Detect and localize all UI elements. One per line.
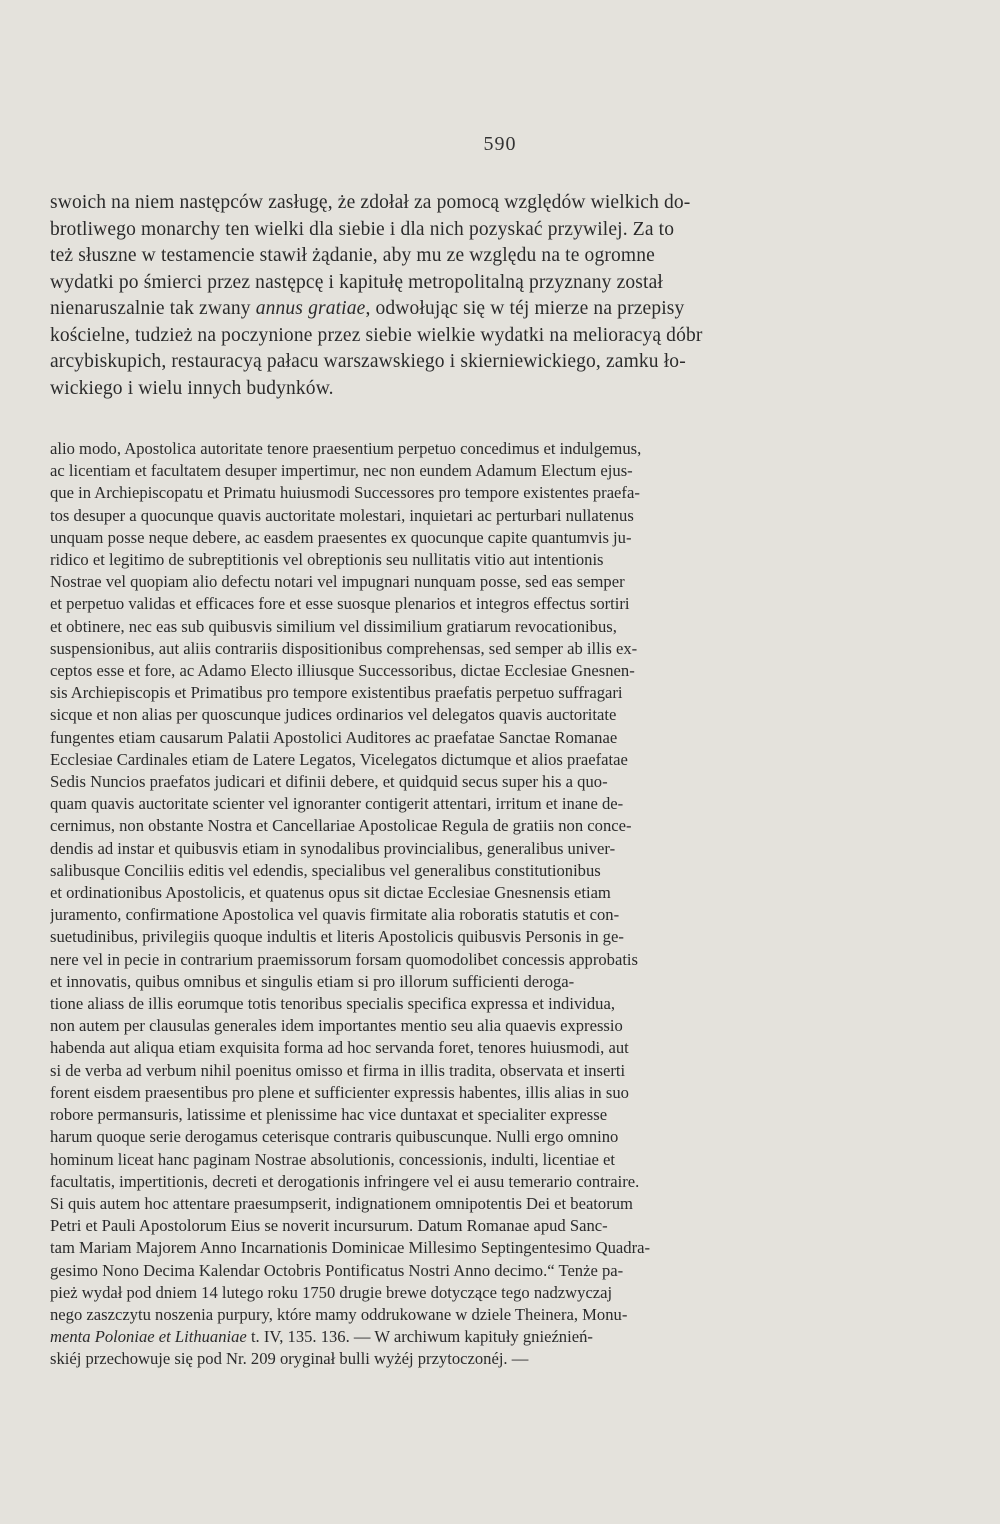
latin-line: skiéj przechowuje się pod Nr. 209 oryginał bulli wyżéj przytoczonéj. —	[50, 1349, 529, 1369]
latin-line: nere vel in pecie in contrarium praemissorum forsam quomodolibet concessis approbatis	[50, 949, 638, 969]
polish-line: swoich na niem następców zasługę, że zdołał za pomocą względów wielkich do-	[50, 192, 691, 213]
latin-line: suetudinibus, privilegiis quoque indultis et literis Apostolicis quibusvis Personis in ge-	[50, 927, 624, 947]
latin-line: alio modo, Apostolica autoritate tenore praesentium perpetuo concedimus et indulgemus,	[50, 439, 642, 458]
latin-line: habenda aut aliqua etiam exquisita forma ad hoc servanda foret, tenores huiusmodi, aut	[50, 1038, 629, 1058]
line-text: , odwołując się w téj mierze na przepisy	[365, 298, 685, 319]
latin-line: nego zaszczytu noszenia purpury, które mamy oddrukowane w dziele Theinera, Monu-	[50, 1304, 628, 1324]
latin-line: sis Archiepiscopis et Primatibus pro tempore existentibus praefatis perpetuo suffragari	[50, 683, 623, 703]
latin-line: gesimo Nono Decima Kalendar Octobris Pontificatus Nostri Anno decimo.“ Tenże pa-	[50, 1260, 624, 1280]
latin-line: facultatis, impertitionis, decreti et derogationis infringere vel ei ausu temerario contraire.	[50, 1171, 640, 1191]
polish-line	[50, 296, 870, 323]
latin-paragraph	[50, 438, 870, 1371]
latin-line: quam quavis auctoritate scienter vel ignoranter contigerit attentari, irritum et inane de-	[50, 794, 624, 814]
latin-line: ridico et legitimo de subreptitionis vel obreptionis seu nullitatis vitio aut intentionis	[50, 550, 604, 570]
latin-line: juramento, confirmatione Apostolica vel quavis firmitate alia roboratis statutis et con-	[50, 905, 620, 925]
latin-line: Petri et Pauli Apostolorum Eius se noverit incursurum. Datum Romanae apud Sanc-	[50, 1216, 608, 1236]
latin-line: salibusque Conciliis editis vel edendis, specialibus vel generalibus constitutionibus	[50, 860, 601, 880]
latin-line: et obtinere, nec eas sub quibusvis similium vel dissimilium gratiarum revocationibus,	[50, 616, 617, 636]
polish-paragraph	[50, 190, 870, 402]
polish-line: kościelne, tudzież na poczynione przez siebie wielkie wydatki na melioracyą dóbr	[50, 324, 703, 346]
polish-line: wickiego i wielu innych budynków.	[50, 377, 334, 399]
latin-line: tam Mariam Majorem Anno Incarnationis Dominicae Millesimo Septingentesimo Quadra-	[50, 1238, 650, 1258]
polish-line: wydatki po śmierci przez następcę i kapitułę metropolitalną przyznany został	[50, 271, 663, 293]
line-text: t. IV, 135. 136. — W archiwum kapituły gnieźnień-	[246, 1327, 593, 1347]
latin-line: et innovatis, quibus omnibus et singulis etiam si pro illorum sufficienti deroga-	[50, 971, 575, 991]
latin-line: Sedis Nuncios praefatos judicari et difinii debere, et quidquid secus super his a quo-	[50, 772, 608, 792]
latin-line: ac licentiam et facultatem desuper impertimur, nec non eundem Adamum Electum ejus-	[50, 461, 633, 481]
latin-line: suspensionibus, aut aliis contrariis dispositionibus comprehensas, sed semper ab illis ex-	[50, 638, 638, 658]
latin-line: et perpetuo validas et efficaces fore et esse suosque plenarios et integros effectus sortiri	[50, 594, 630, 614]
polish-line: arcybiskupich, restauracyą pałacu warszawskiego i skierniewickiego, zamku ło-	[50, 351, 686, 372]
latin-line: unquam posse neque debere, ac easdem praesentes ex quocunque capite quantumvis ju-	[50, 527, 632, 547]
page-number: 590	[483, 133, 517, 155]
latin-line: si de verba ad verbum nihil poenitus omisso et firma in illis tradita, observata et inserti	[50, 1060, 626, 1080]
line-text: nienaruszalnie tak zwany	[50, 298, 256, 319]
latin-line: Nostrae vel quopiam alio defectu notari vel impugnari nunquam posse, sed eas semper	[50, 572, 625, 592]
latin-line: fungentes etiam causarum Palatii Apostolici Auditores ac praefatae Sanctae Romanae	[50, 727, 618, 747]
latin-line: forent eisdem praesentibus pro plene et sufficienter expressis habentes, illis alias in suo	[50, 1082, 629, 1102]
latin-line: harum quoque serie derogamus ceterisque contraris quibuscunque. Nulli ergo omnino	[50, 1127, 619, 1147]
latin-line: Ecclesiae Cardinales etiam de Latere Legatos, Vicelegatos dictumque et alios praefatae	[50, 749, 628, 769]
latin-line: hominum liceat hanc paginam Nostrae absolutionis, concessionis, indulti, licentiae et	[50, 1149, 615, 1169]
latin-line: Si quis autem hoc attentare praesumpserit, indignationem omnipotentis Dei et beatorum	[50, 1193, 633, 1213]
italic-phrase: menta Poloniae et Lithuaniae	[50, 1327, 247, 1347]
latin-line: pież wydał pod dniem 14 lutego roku 1750 drugie brewe dotyczące tego nadzwyczaj	[50, 1282, 613, 1302]
latin-line: ceptos esse et fore, ac Adamo Electo illiusque Successoribus, dictae Ecclesiae Gnesnen-	[50, 661, 635, 681]
latin-line: tione aliass de illis eorumque totis tenoribus specialis specifica expressa et individua,	[50, 994, 615, 1014]
latin-line: et ordinationibus Apostolicis, et quatenus opus sit dictae Ecclesiae Gnesnensis etiam	[50, 883, 611, 903]
latin-line	[50, 1326, 870, 1348]
latin-line: non autem per clausulas generales idem importantes mentio seu alia quaevis expressio	[50, 1016, 623, 1036]
polish-line: brotliwego monarchy ten wielki dla siebie i dla nich pozyskać przywilej. Za to	[50, 218, 675, 240]
latin-line: que in Archiepiscopatu et Primatu huiusmodi Successores pro tempore existentes praefa-	[50, 483, 640, 503]
latin-line: sicque et non alias per quoscunque judices ordinarios vel delegatos quavis auctoritate	[50, 705, 617, 725]
italic-phrase: annus gratiae	[255, 298, 366, 319]
latin-line: robore permansuris, latissime et plenissime hac vice duntaxat et specialiter expresse	[50, 1105, 608, 1125]
latin-line: cernimus, non obstante Nostra et Cancellariae Apostolicae Regula de gratiis non conce-	[50, 816, 632, 836]
latin-line: dendis ad instar et quibusvis etiam in synodalibus provincialibus, generalibus univer-	[50, 838, 616, 858]
latin-line: tos desuper a quocunque quavis auctoritate molestari, inquietari ac perturbari nullatenus	[50, 505, 634, 525]
polish-line: też słuszne w testamencie stawił żądanie, aby mu ze względu na te ogromne	[50, 245, 655, 266]
